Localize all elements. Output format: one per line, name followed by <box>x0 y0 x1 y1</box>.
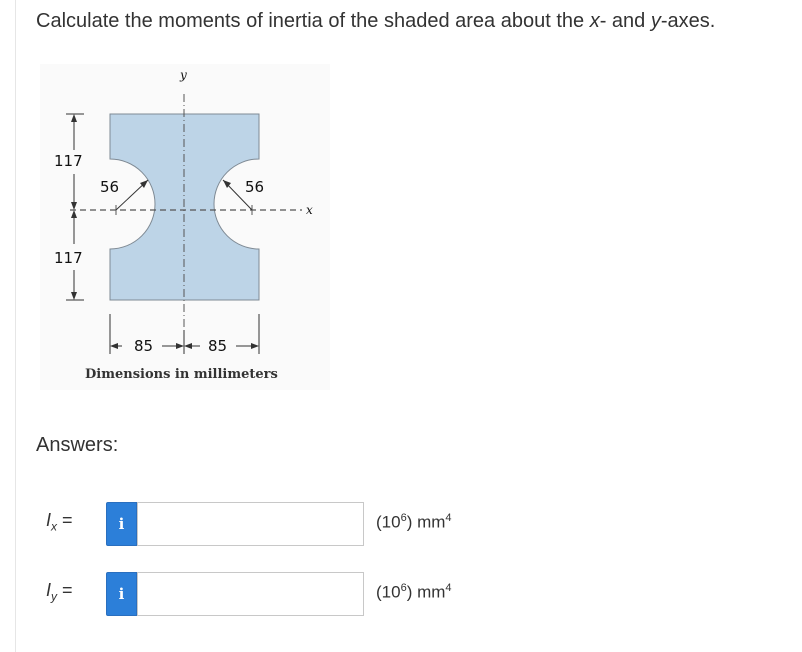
right-width-dimension: 85 <box>208 337 228 355</box>
left-radius-dimension: 56 <box>100 178 120 196</box>
ix-unit: $(10^6)$ $mm^4$ <box>376 512 452 532</box>
x-axis-label: x <box>306 203 313 217</box>
ix-label: $I_x$ = <box>46 510 73 534</box>
figure-caption: Dimensions in millimeters <box>85 367 278 382</box>
iy-label: $I_y$ = <box>46 580 73 604</box>
right-radius-dimension: 56 <box>245 178 265 196</box>
problem-figure <box>40 64 330 390</box>
figure-diagram <box>40 64 330 390</box>
y-axis-label: y <box>180 68 187 82</box>
left-margin-line <box>15 0 16 652</box>
left-width-dimension: 85 <box>134 337 154 355</box>
iy-info-icon[interactable]: i <box>106 572 137 616</box>
ix-answer-row <box>0 502 802 546</box>
iy-answer-input[interactable] <box>137 572 364 616</box>
ix-answer-input[interactable] <box>137 502 364 546</box>
bottom-height-dimension: 117 <box>54 249 83 267</box>
ix-info-icon[interactable]: i <box>106 502 137 546</box>
question-text: Calculate the moments of inertia of the shaded area about the x- and y-axes. <box>36 10 716 32</box>
iy-unit: $(10^6)$ $mm^4$ <box>376 582 452 602</box>
answers-heading: Answers: <box>36 434 119 456</box>
top-height-dimension: 117 <box>54 152 83 170</box>
iy-answer-row <box>0 572 802 616</box>
